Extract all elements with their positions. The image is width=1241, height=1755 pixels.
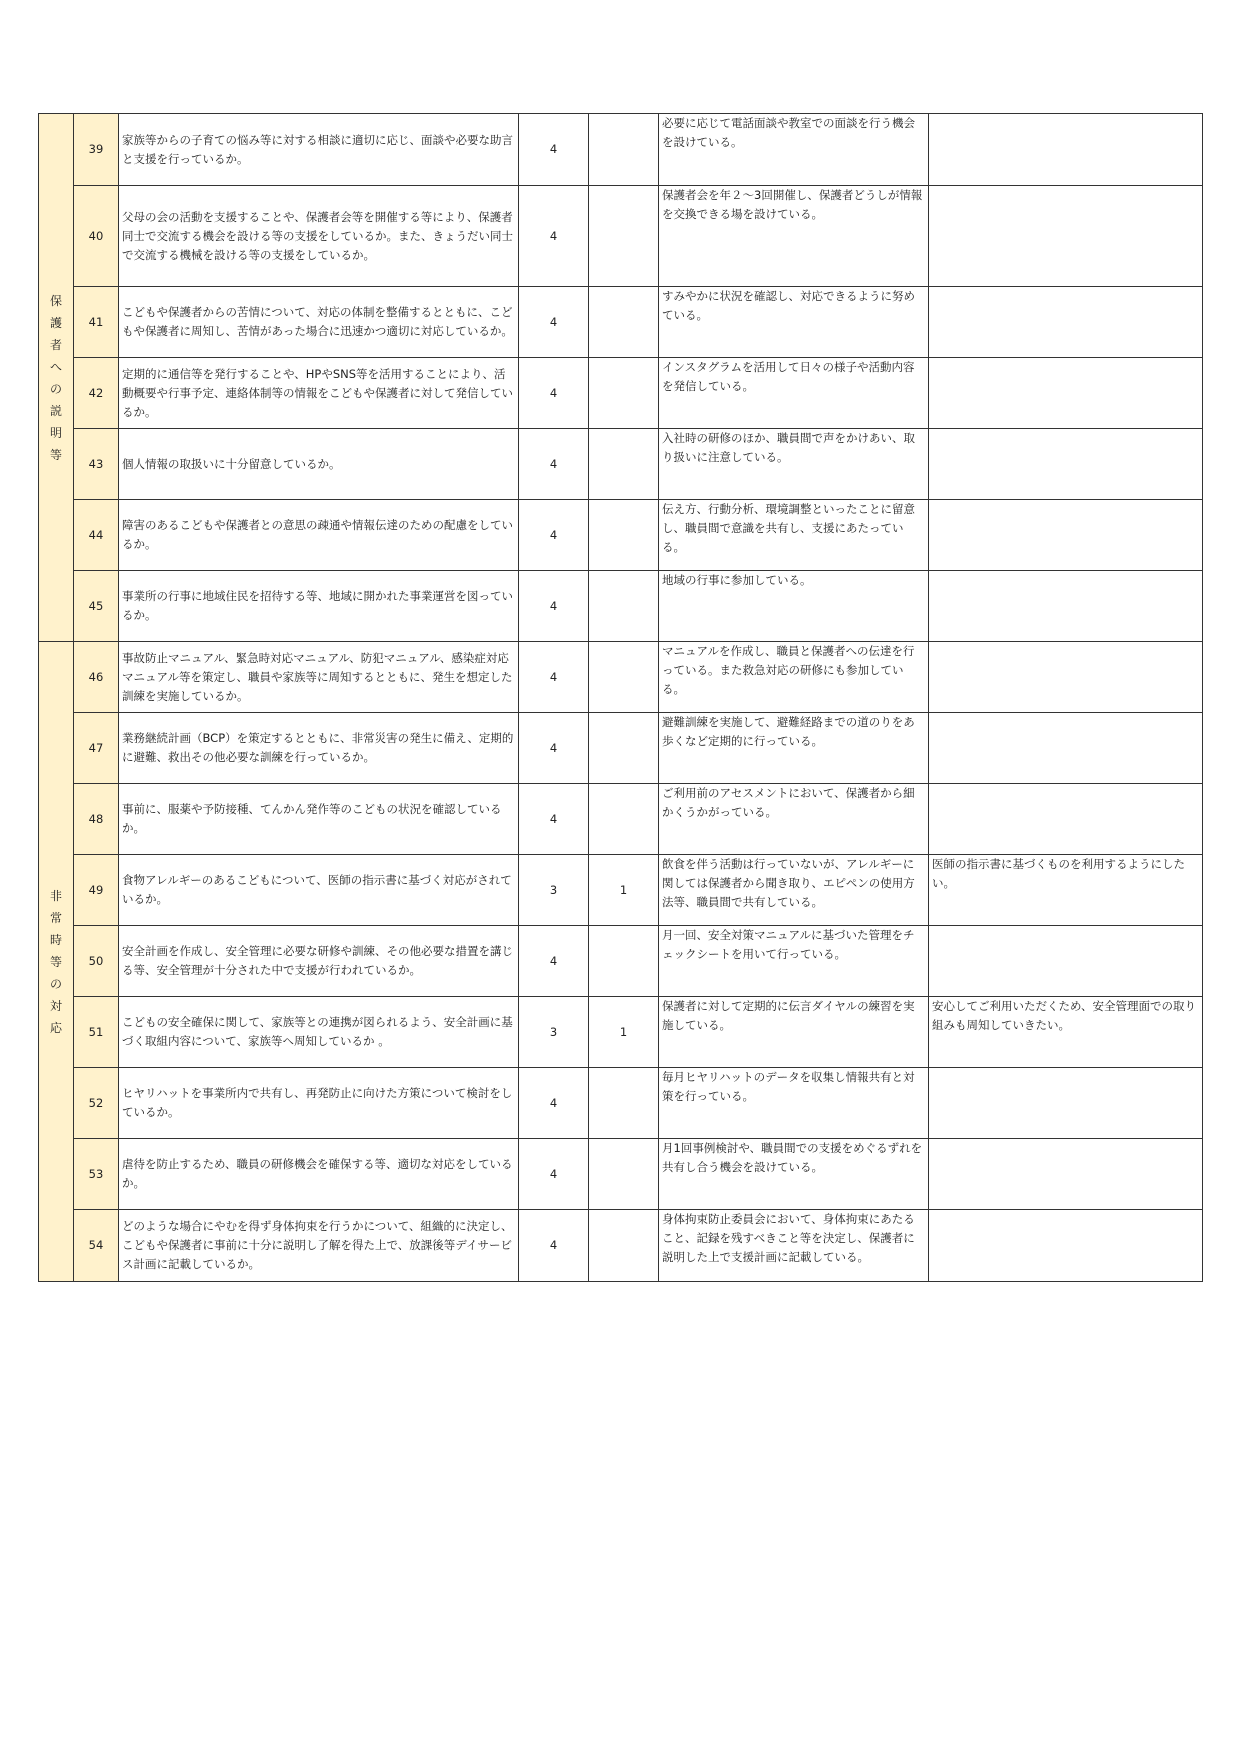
row-number: 44 <box>74 500 119 571</box>
table-row <box>39 571 1203 642</box>
table-row <box>39 855 1203 926</box>
no-count: 1 <box>589 855 659 926</box>
question-text: 定期的に通信等を発行することや、HPやSNS等を活用することにより、活動概要や行事予定、連絡体制等の情報をこどもや保護者に対して発信しているか。 <box>119 358 519 429</box>
row-number: 42 <box>74 358 119 429</box>
row-number: 45 <box>74 571 119 642</box>
no-count <box>589 926 659 997</box>
table-row <box>39 287 1203 358</box>
table-row <box>39 186 1203 287</box>
no-count <box>589 1068 659 1139</box>
improvement-text <box>929 114 1203 186</box>
no-count <box>589 1210 659 1282</box>
improvement-text <box>929 500 1203 571</box>
improvement-text <box>929 1068 1203 1139</box>
improvement-text: 安心してご利用いただくため、安全管理面での取り組みも周知していきたい。 <box>929 997 1203 1068</box>
table-row <box>39 429 1203 500</box>
improvement-text <box>929 784 1203 855</box>
question-text: 事業所の行事に地域住民を招待する等、地域に開かれた事業運営を図っているか。 <box>119 571 519 642</box>
table-row <box>39 114 1203 186</box>
table-row <box>39 784 1203 855</box>
yes-count: 4 <box>519 926 589 997</box>
question-text: 業務継続計画（BCP）を策定するとともに、非常災害の発生に備え、定期的に避難、救出その他必要な訓練を行っているか。 <box>119 713 519 784</box>
improvement-text <box>929 642 1203 713</box>
action-text: 入社時の研修のほか、職員間で声をかけあい、取り扱いに注意している。 <box>659 429 929 500</box>
question-text: 父母の会の活動を支援することや、保護者会等を開催する等により、保護者同士で交流する機会を設ける等の支援をしているか。また、きょうだい同士で交流する機械を設ける等の支援をしているか。 <box>119 186 519 287</box>
row-number: 48 <box>74 784 119 855</box>
row-number: 41 <box>74 287 119 358</box>
no-count: 1 <box>589 997 659 1068</box>
question-text: こどもや保護者からの苦情について、対応の体制を整備するとともに、こどもや保護者に周知し、苦情があった場合に迅速かつ適切に対応しているか。 <box>119 287 519 358</box>
table-row <box>39 713 1203 784</box>
table-row <box>39 926 1203 997</box>
question-text: 事前に、服薬や予防接種、てんかん発作等のこどもの状況を確認しているか。 <box>119 784 519 855</box>
yes-count: 4 <box>519 1139 589 1210</box>
improvement-text <box>929 713 1203 784</box>
no-count <box>589 287 659 358</box>
row-number: 52 <box>74 1068 119 1139</box>
table-row <box>39 1139 1203 1210</box>
action-text: インスタグラムを活用して日々の様子や活動内容を発信している。 <box>659 358 929 429</box>
action-text: 飲食を伴う活動は行っていないが、アレルギーに関しては保護者から聞き取り、エピペンの使用方法等、職員間で共有している。 <box>659 855 929 926</box>
yes-count: 4 <box>519 713 589 784</box>
action-text: マニュアルを作成し、職員と保護者への伝達を行っている。また救急対応の研修にも参加している。 <box>659 642 929 713</box>
row-number: 43 <box>74 429 119 500</box>
question-text: 食物アレルギーのあるこどもについて、医師の指示書に基づく対応がされているか。 <box>119 855 519 926</box>
action-text: 地域の行事に参加している。 <box>659 571 929 642</box>
row-number: 39 <box>74 114 119 186</box>
no-count <box>589 642 659 713</box>
yes-count: 4 <box>519 1068 589 1139</box>
yes-count: 4 <box>519 1210 589 1282</box>
no-count <box>589 186 659 287</box>
table-row <box>39 358 1203 429</box>
question-text: 虐待を防止するため、職員の研修機会を確保する等、適切な対応をしているか。 <box>119 1139 519 1210</box>
no-count <box>589 500 659 571</box>
no-count <box>589 1139 659 1210</box>
table-row <box>39 500 1203 571</box>
improvement-text <box>929 1139 1203 1210</box>
row-number: 50 <box>74 926 119 997</box>
improvement-text <box>929 429 1203 500</box>
evaluation-table <box>38 113 1203 1282</box>
table-row <box>39 997 1203 1068</box>
yes-count: 4 <box>519 287 589 358</box>
action-text: 毎月ヒヤリハットのデータを収集し情報共有と対策を行っている。 <box>659 1068 929 1139</box>
yes-count: 4 <box>519 500 589 571</box>
category-label: 非常時等の対応 <box>49 888 62 1035</box>
improvement-text <box>929 358 1203 429</box>
action-text: すみやかに状況を確認し、対応できるように努めている。 <box>659 287 929 358</box>
improvement-text <box>929 571 1203 642</box>
question-text: 安全計画を作成し、安全管理に必要な研修や訓練、その他必要な措置を講じる等、安全管理が十分された中で支援が行われているか。 <box>119 926 519 997</box>
no-count <box>589 571 659 642</box>
question-text: こどもの安全確保に関して、家族等との連携が図られるよう、安全計画に基づく取組内容について、家族等へ周知しているか 。 <box>119 997 519 1068</box>
table-row <box>39 1068 1203 1139</box>
action-text: 保護者会を年２～3回開催し、保護者どうしが情報を交換できる場を設けている。 <box>659 186 929 287</box>
category-cell <box>39 114 74 642</box>
no-count <box>589 713 659 784</box>
action-text: 避難訓練を実施して、避難経路までの道のりをあ歩くなど定期的に行っている。 <box>659 713 929 784</box>
row-number: 51 <box>74 997 119 1068</box>
row-number: 40 <box>74 186 119 287</box>
category-cell <box>39 642 74 1282</box>
yes-count: 4 <box>519 186 589 287</box>
question-text: 障害のあるこどもや保護者との意思の疎通や情報伝達のための配慮をしているか。 <box>119 500 519 571</box>
improvement-text <box>929 287 1203 358</box>
yes-count: 4 <box>519 642 589 713</box>
yes-count: 3 <box>519 997 589 1068</box>
question-text: 事故防止マニュアル、緊急時対応マニュアル、防犯マニュアル、感染症対応マニュアル等を策定し、職員や家族等に周知するとともに、発生を想定した訓練を実施しているか。 <box>119 642 519 713</box>
improvement-text <box>929 1210 1203 1282</box>
no-count <box>589 429 659 500</box>
row-number: 47 <box>74 713 119 784</box>
improvement-text: 医師の指示書に基づくものを利用するようにしたい。 <box>929 855 1203 926</box>
row-number: 53 <box>74 1139 119 1210</box>
table-row <box>39 1210 1203 1282</box>
question-text: 個人情報の取扱いに十分留意しているか。 <box>119 429 519 500</box>
table-row <box>39 642 1203 713</box>
action-text: 身体拘束防止委員会において、身体拘束にあたること、記録を残すべきこと等を決定し、保護者に説明した上で支援計画に記載している。 <box>659 1210 929 1282</box>
row-number: 46 <box>74 642 119 713</box>
yes-count: 4 <box>519 571 589 642</box>
yes-count: 4 <box>519 429 589 500</box>
yes-count: 3 <box>519 855 589 926</box>
action-text: 月1回事例検討や、職員間での支援をめぐるずれを共有し合う機会を設けている。 <box>659 1139 929 1210</box>
category-label: 保護者への説明等 <box>49 293 62 462</box>
yes-count: 4 <box>519 114 589 186</box>
yes-count: 4 <box>519 358 589 429</box>
no-count <box>589 114 659 186</box>
question-text: 家族等からの子育ての悩み等に対する相談に適切に応じ、面談や必要な助言と支援を行っているか。 <box>119 114 519 186</box>
improvement-text <box>929 926 1203 997</box>
row-number: 54 <box>74 1210 119 1282</box>
question-text: ヒヤリハットを事業所内で共有し、再発防止に向けた方策について検討をしているか。 <box>119 1068 519 1139</box>
improvement-text <box>929 186 1203 287</box>
no-count <box>589 358 659 429</box>
action-text: ご利用前のアセスメントにおいて、保護者から細かくうかがっている。 <box>659 784 929 855</box>
action-text: 伝え方、行動分析、環境調整といったことに留意し、職員間で意識を共有し、支援にあたっている。 <box>659 500 929 571</box>
action-text: 月一回、安全対策マニュアルに基づいた管理をチェックシートを用いて行っている。 <box>659 926 929 997</box>
row-number: 49 <box>74 855 119 926</box>
no-count <box>589 784 659 855</box>
question-text: どのような場合にやむを得ず身体拘束を行うかについて、組織的に決定し、こどもや保護者に事前に十分に説明し了解を得た上で、放課後等デイサービス計画に記載しているか。 <box>119 1210 519 1282</box>
action-text: 保護者に対して定期的に伝言ダイヤルの練習を実施している。 <box>659 997 929 1068</box>
action-text: 必要に応じて電話面談や教室での面談を行う機会を設けている。 <box>659 114 929 186</box>
yes-count: 4 <box>519 784 589 855</box>
